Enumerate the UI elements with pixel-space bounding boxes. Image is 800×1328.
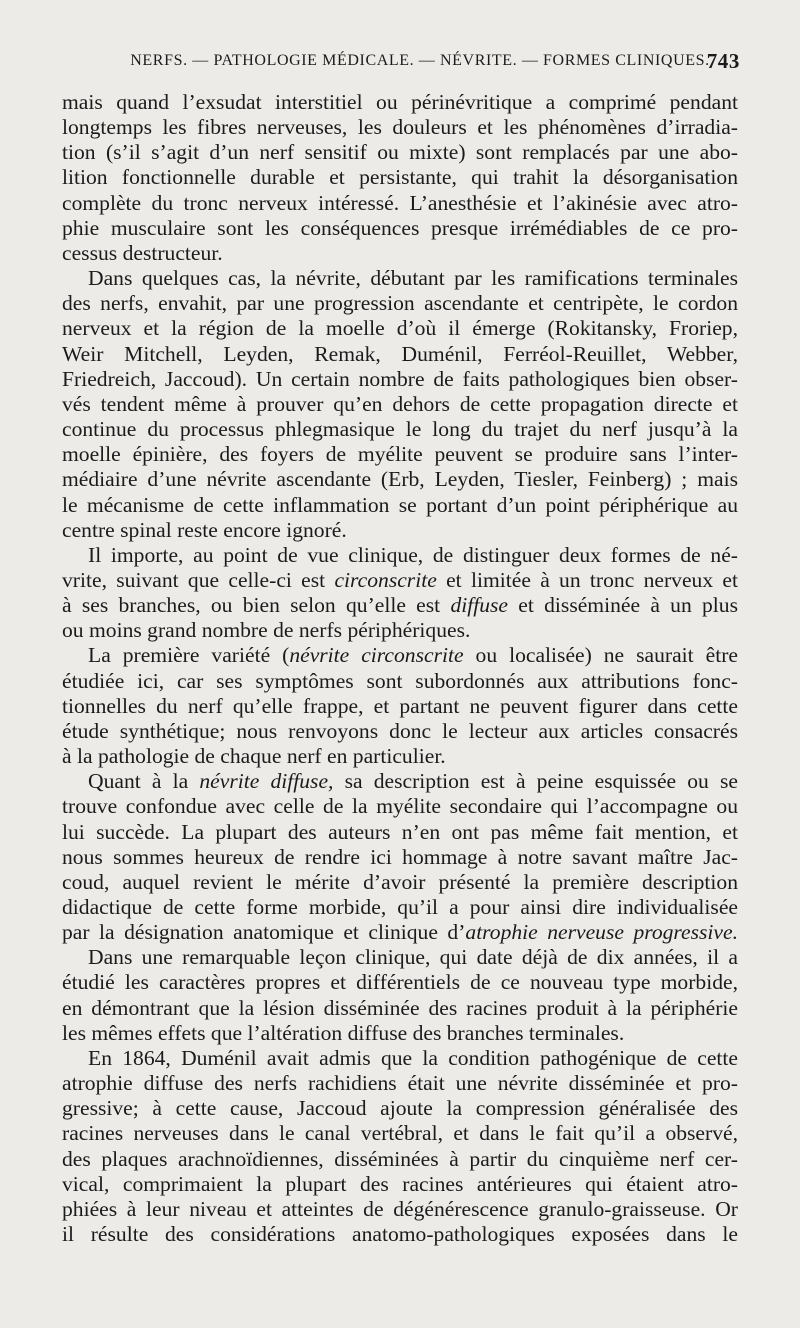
text-segment: Quant à la bbox=[88, 769, 200, 794]
text-line bbox=[62, 1096, 738, 1121]
text-line bbox=[62, 820, 738, 845]
page-number: 743 bbox=[706, 49, 740, 73]
text-segment: moelle épinière, des foyers de myélite peuvent se produire sans l’inter- bbox=[62, 442, 738, 467]
text-segment: mais quand l’exsudat interstitiel ou périnévritique a comprimé pendant bbox=[62, 90, 738, 114]
text-line bbox=[62, 1197, 738, 1222]
text-segment: lition fonctionnelle durable et persistante, qui trahit la désorganisation bbox=[62, 165, 738, 190]
text-segment: nous sommes heureux de rendre ici hommage à notre savant maître Jac- bbox=[62, 844, 738, 869]
text-line bbox=[62, 442, 738, 467]
text-line bbox=[62, 1147, 738, 1172]
text-line bbox=[62, 191, 738, 216]
text-line bbox=[62, 367, 738, 392]
text-segment: Dans quelques cas, la névrite, débutant par les ramifications terminales bbox=[88, 266, 738, 291]
text-line bbox=[62, 1172, 738, 1197]
text-segment: atrophie diffuse des nerfs rachidiens était une névrite disséminée et pro- bbox=[62, 1071, 738, 1096]
text-segment: trouve confondue avec celle de la myélite secondaire qui l’accompagne ou bbox=[62, 794, 738, 819]
text-segment: nerveux et la région de la moelle d’où il émerge (Rokitansky, Froriep, bbox=[62, 316, 738, 341]
text-segment: complète du tronc nerveux intéressé. L’anesthésie et l’akinésie avec atro- bbox=[62, 190, 738, 215]
text-line bbox=[62, 115, 738, 140]
italic-term: diffuse bbox=[450, 593, 509, 618]
text-segment: Dans une remarquable leçon clinique, qui date déjà de dix années, il a bbox=[88, 945, 738, 970]
text-segment: lui succède. La plupart des auteurs n’en ont pas même fait mention, et bbox=[62, 819, 738, 844]
text-line bbox=[62, 669, 738, 694]
text-line bbox=[62, 467, 738, 492]
italic-term: névrite diffuse, bbox=[199, 769, 334, 794]
text-line bbox=[62, 291, 738, 316]
text-segment: La première variété ( bbox=[88, 643, 290, 668]
text-segment: des nerfs, envahit, par une progression ascendante et centripète, le cordon bbox=[62, 291, 738, 316]
text-segment: étudié les caractères propres et différentiels de ce nouveau type morbide, bbox=[62, 970, 738, 995]
text-segment: didactique de cette forme morbide, qu’il a pour ainsi dire individualisée bbox=[62, 895, 738, 919]
text-line bbox=[62, 970, 738, 995]
text-line bbox=[62, 392, 738, 417]
text-segment: vrite, suivant que celle-ci est bbox=[62, 567, 335, 592]
text-line bbox=[62, 1222, 738, 1247]
text-segment: Il importe, au point de vue clinique, de distinguer deux formes de né- bbox=[88, 542, 738, 567]
text-segment: cessus destructeur. bbox=[62, 240, 223, 265]
text-line bbox=[62, 996, 738, 1021]
text-line bbox=[62, 769, 738, 794]
text-line bbox=[62, 694, 738, 719]
text-line bbox=[62, 744, 738, 769]
text-segment: phie musculaire sont les conséquences presque irrémédiables de ce pro- bbox=[62, 215, 738, 240]
text-segment: à la pathologie de chaque nerf en particulier. bbox=[62, 744, 446, 769]
text-line bbox=[62, 1021, 738, 1046]
text-line bbox=[62, 643, 738, 668]
text-line bbox=[62, 568, 738, 593]
text-segment: le mécanisme de cette inflammation se portant d’un point périphérique au bbox=[62, 492, 738, 517]
text-segment: vés tendent même à prouver qu’en dehors de cette propagation directe et bbox=[62, 391, 738, 416]
text-segment: ou localisée) ne saurait être bbox=[463, 643, 738, 668]
text-segment: sa description est à peine esquissée ou se bbox=[333, 769, 738, 794]
text-segment: vical, comprimaient la plupart des racines antérieures qui étaient atro- bbox=[62, 1171, 738, 1196]
running-header bbox=[62, 49, 740, 82]
text-line bbox=[62, 165, 738, 190]
text-segment: longtemps les fibres nerveuses, les douleurs et les phénomènes d’irradia- bbox=[62, 115, 738, 140]
italic-term: circonscrite bbox=[334, 567, 437, 592]
text-segment: étude synthétique; nous renvoyons donc le lecteur aux articles consacrés bbox=[62, 718, 738, 743]
text-line bbox=[62, 140, 738, 165]
text-line bbox=[62, 895, 738, 920]
text-line bbox=[62, 90, 738, 115]
text-segment: coud, auquel revient le mérite d’avoir présenté la première description bbox=[62, 869, 738, 894]
text-line bbox=[62, 316, 738, 341]
text-segment: à ses branches, ou bien selon qu’elle est bbox=[62, 593, 451, 618]
text-segment: continue du processus phlegmasique le long du trajet du nerf jusqu’à la bbox=[62, 417, 738, 442]
text-segment: En 1864, Duménil avait admis que la condition pathogénique de cette bbox=[88, 1045, 738, 1070]
text-segment: tion (s’il s’agit d’un nerf sensitif ou mixte) sont remplacés par une abo- bbox=[62, 140, 738, 165]
text-line bbox=[62, 543, 738, 568]
text-segment: par la désignation anatomique et clinique d’ bbox=[62, 920, 466, 945]
text-segment: et disséminée à un plus bbox=[508, 593, 739, 618]
body-text bbox=[62, 90, 738, 1247]
text-segment: des plaques arachnoïdiennes, disséminées à partir du cinquième nerf cer- bbox=[62, 1146, 738, 1171]
text-segment: phiées à leur niveau et atteintes de dégénérescence granulo-graisseuse. Or bbox=[62, 1196, 738, 1221]
text-line bbox=[62, 266, 738, 291]
text-segment: racines nerveuses dans le canal vertébral, et dans le fait qu’il a observé, bbox=[62, 1121, 738, 1146]
text-line bbox=[62, 493, 738, 518]
text-line bbox=[62, 417, 738, 442]
text-segment: médiaire d’une névrite ascendante (Erb, Leyden, Tiesler, Feinberg) ; mais bbox=[62, 467, 738, 492]
text-segment: centre spinal reste encore ignoré. bbox=[62, 517, 347, 542]
text-line bbox=[62, 593, 738, 618]
italic-term: névrite circonscrite bbox=[289, 643, 464, 668]
text-segment: les mêmes effets que l’altération diffuse des branches terminales. bbox=[62, 1020, 625, 1045]
text-segment: en démontrant que la lésion disséminée des racines produit à la périphérie bbox=[62, 995, 738, 1020]
text-line bbox=[62, 945, 738, 970]
text-segment: ou moins grand nombre de nerfs périphériques. bbox=[62, 618, 471, 643]
text-segment: tionnelles du nerf qu’elle frappe, et partant ne peuvent figurer dans cette bbox=[62, 693, 738, 718]
text-line bbox=[62, 1071, 738, 1096]
text-line bbox=[62, 719, 738, 744]
text-segment: Weir Mitchell, Leyden, Remak, Duménil, Ferréol-Reuillet, Webber, bbox=[62, 341, 738, 366]
text-line bbox=[62, 518, 738, 543]
italic-term: atrophie nerveuse progressive. bbox=[465, 920, 738, 945]
text-segment: et limitée à un tronc nerveux et bbox=[436, 567, 738, 592]
text-segment: Friedreich, Jaccoud). Un certain nombre de faits pathologiques bien obser- bbox=[62, 366, 738, 391]
text-line bbox=[62, 618, 738, 643]
running-title: NERFS. — PATHOLOGIE MÉDICALE. — NÉVRITE. — FORMES CLINIQUES. bbox=[130, 52, 710, 69]
text-segment: gressive; à cette cause, Jaccoud ajoute la compression généralisée des bbox=[62, 1096, 738, 1121]
text-line bbox=[62, 845, 738, 870]
text-line bbox=[62, 920, 738, 945]
text-line bbox=[62, 1046, 738, 1071]
text-line bbox=[62, 1121, 738, 1146]
text-line bbox=[62, 241, 738, 266]
text-line bbox=[62, 870, 738, 895]
text-line bbox=[62, 794, 738, 819]
text-line bbox=[62, 342, 738, 367]
text-segment: il résulte des considérations anatomo-pathologiques exposées dans le bbox=[62, 1222, 738, 1247]
text-line bbox=[62, 216, 738, 241]
text-segment: étudiée ici, car ses symptômes sont subordonnés aux attributions fonc- bbox=[62, 668, 738, 693]
